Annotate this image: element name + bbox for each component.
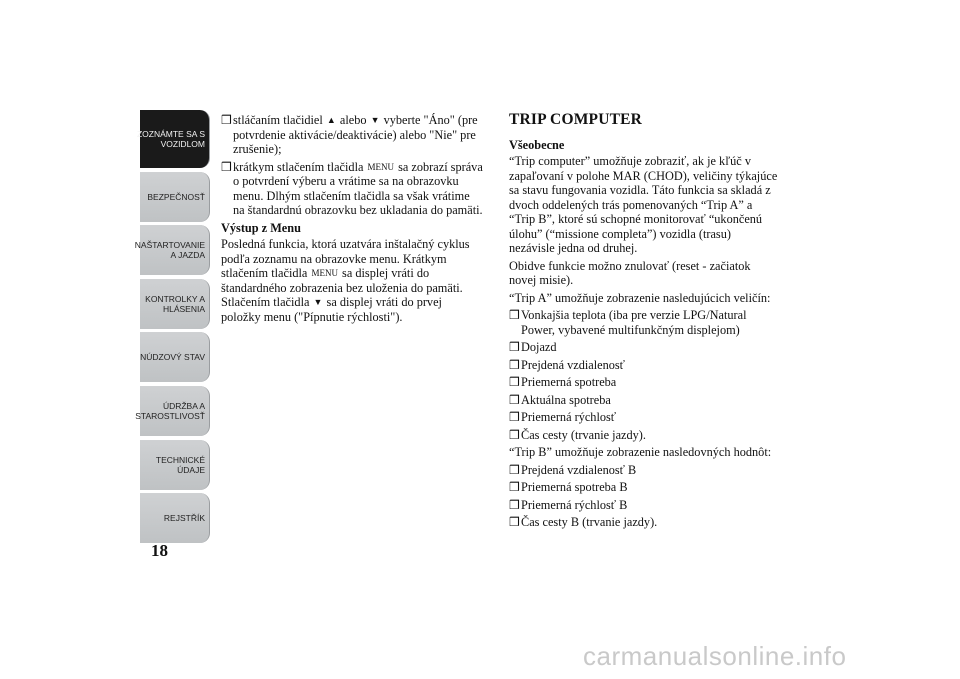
arrow-up-button-icon: ▲ [326,115,336,125]
arrow-down-button-icon: ▼ [313,297,323,307]
section-subheading: Všeobecne [509,137,565,152]
tab-kontrolky-a-hlasenia[interactable] [140,279,210,329]
tab-bezpecnost[interactable] [140,172,210,222]
list-item [509,463,779,478]
tab-label-line: NÚDZOVÝ STAV [140,352,205,363]
text: alebo [339,113,367,127]
list-item [221,160,483,218]
text: vyberte "Áno" (pre potvrdenie aktivácie/deaktivácie) alebo "Nie" pre zrušenie); [233,113,478,156]
tab-rejstrik[interactable] [140,493,210,543]
paragraph: “Trip B” umožňuje zobrazenie nasledovných hodnôt: [509,445,772,459]
list-item [509,375,779,390]
tab-label-line: STAROSTLIVOSŤ [135,410,205,421]
list-item [509,410,779,425]
text: sa zobrazí správa o potvrdení výberu a vrátime sa na obrazovku menu. Dlhým stlačením tlačidla sa však vrátime na štandardnú obrazovku bez ukladania do pamäti. [233,159,483,217]
tab-label-line: HLÁSENIA [162,303,205,314]
list-item-text: Vonkajšia teplota (iba pre verzie LPG/Natural Power, vybavené multifunkčným displejom) [521,308,747,337]
list-item [509,340,779,355]
list-item-text: Prejdená vzdialenosť [521,357,625,372]
trip-a-list [509,308,779,442]
list-item [509,498,779,513]
menu-button-icon: MENU [367,161,395,172]
list-item-text: Dojazd [521,340,557,354]
bullet-icon: ❒ [509,480,520,494]
section-subheading: Výstup z Menu [221,220,301,235]
tab-label-line: A JAZDA [170,250,205,261]
right-column [509,113,779,533]
bullet-icon: ❒ [509,427,520,442]
tab-zoznamte-sa-s-vozidlom[interactable] [136,110,210,168]
tab-technicke-udaje[interactable] [140,440,210,490]
paragraph [221,237,483,324]
paragraph: Obidve funkcie možno znulovať (reset - začiatok novej misie). [509,258,751,287]
text: Posledná funkcia, ktorá uzatvára inštalačný cyklus podľa zoznamu na obrazovke menu. Krátkym stlačením tlačidla [221,237,470,280]
bullet-icon: ❒ [509,375,520,389]
text: sa displej vráti do prvej položky menu ("Pípnutie rýchlosti"). [221,295,442,324]
list-item-text: Prejdená vzdialenosť B [521,462,637,477]
tab-nastartovanie-a-jazda[interactable] [134,225,210,275]
list-item-text: Priemerná spotreba B [521,480,628,494]
bullet-icon: ❒ [509,515,520,529]
bullet-icon: ❒ [509,340,520,354]
tab-label-line: ZOZNÁMTE SA S [136,129,205,139]
tab-label-line: TECHNICKÉ [155,454,205,465]
watermark-text: carmanualsonline.info [583,641,847,671]
list-item [221,113,483,157]
paragraph: “Trip A” umožňuje zobrazenie nasledujúcich veličín: [509,290,771,305]
bullet-icon: ❒ [509,392,520,407]
text: sa displej vráti do štandardného zobrazenia bez uloženia do pamäti. Stlačením tlačidla [221,266,463,309]
tab-label-line: BEZPEČNOSŤ [147,191,205,202]
bullet-icon: ❒ [509,357,520,372]
paragraph: “Trip computer” umožňuje zobraziť, ak je kľúč v zapaľovaní v polohe MAR (CHOD), veličiny týkajúce sa stavu fungovania vozidla. Táto funkcia sa skladá z dvoch oddelených trás pomenovaných “Trip A” a “Trip B”, ktoré sú schopné monitorovať “ukončenú úlohu” (“missione completa”) vozidla (trasu) nezávisle jedna od druhej. [509,154,778,255]
list-item [509,308,779,337]
section-sidebar [134,110,210,547]
tab-label-line: REJSTŘÍK [163,513,205,524]
bullet-icon: ❒ [509,497,520,512]
list-item [509,428,779,443]
list-item-text: Priemerná spotreba [521,375,617,389]
text: stláčaním tlačidiel [233,113,323,127]
list-item [509,358,779,373]
section-heading: TRIP COMPUTER [509,111,643,128]
list-item-text: Čas cesty (trvanie jazdy). [521,427,646,442]
list-item-text: Aktuálna spotreba [521,392,611,407]
trip-b-list [509,463,779,530]
left-column [221,113,483,327]
text: krátkym stlačením tlačidla [233,159,364,174]
list-item-text: Čas cesty B (trvanie jazdy). [521,515,658,529]
list-item-text: Priemerná rýchlosť B [521,497,628,512]
tab-label-line: ÚDAJE [177,464,205,475]
page-number: 18 [151,541,168,560]
list-item [509,515,779,530]
tab-label-line: ÚDRŽBA A [162,400,205,411]
bullet-icon: ❒ [221,159,232,174]
arrow-down-button-icon: ▼ [370,115,380,125]
tab-label-line: KONTROLKY A [145,293,205,304]
bullet-icon: ❒ [221,113,232,127]
list-item-text: Priemerná rýchlosť [521,410,617,424]
tab-nudzovy-stav[interactable] [140,332,210,382]
tab-udrzba-a-starostlivost[interactable] [135,386,210,436]
bullet-icon: ❒ [509,462,520,477]
menu-button-icon: MENU [311,268,338,278]
list-item [509,393,779,408]
bullet-icon: ❒ [509,308,520,322]
tab-label-line: NAŠTARTOVANIE [134,240,205,251]
tab-label-line: VOZIDLOM [160,139,205,149]
list-item [509,480,779,495]
bullet-icon: ❒ [509,410,520,424]
